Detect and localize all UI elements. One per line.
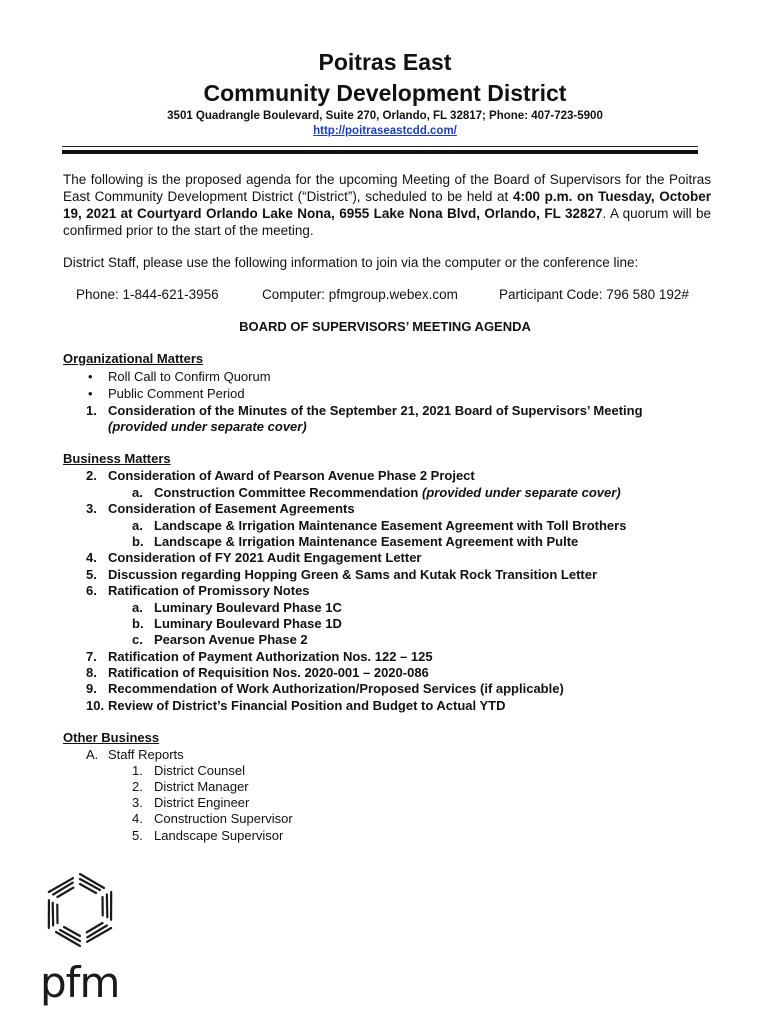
agenda-item-note: (provided under separate cover) [421, 485, 621, 500]
agenda-subitem-letter: a. [132, 485, 143, 500]
agenda-item-easements: Consideration of Easement Agreements [108, 501, 355, 516]
agenda-item-number: 6. [86, 583, 97, 598]
staff-report-number: 5. [132, 828, 143, 843]
agenda-item-public-comment: Public Comment Period [108, 386, 245, 401]
agenda-item-number: 7. [86, 649, 97, 664]
agenda-item-number: 4. [86, 550, 97, 565]
staff-report-item: District Counsel [154, 763, 246, 778]
staff-report-item: Landscape Supervisor [154, 828, 284, 843]
intro-paragraph [63, 171, 711, 239]
staff-report-item: District Engineer [154, 795, 250, 810]
agenda-item-financial: Review of District’s Financial Position and Budget to Actual YTD [108, 698, 506, 713]
agenda-item-number: 5. [86, 567, 97, 582]
agenda-item-minutes: Consideration of the Minutes of the September 21, 2021 Board of Supervisors’ Meeting [108, 403, 643, 418]
staff-report-item: Construction Supervisor [154, 811, 293, 826]
agenda-item-staff-reports: Staff Reports [108, 747, 184, 762]
agenda-item-requisition: Ratification of Requisition Nos. 2020-001 – 2020-086 [108, 665, 429, 680]
agenda-item-number: 2. [86, 468, 97, 483]
agenda-item-transition: Discussion regarding Hopping Green & Sams and Kutak Rock Transition Letter [108, 567, 598, 582]
staff-report-number: 1. [132, 763, 143, 778]
meeting-time-location: 4:00 p.m. on Tuesday, October 19, 2021 at Courtyard Orlando Lake Nona, 6955 Lake Nona Blvd, Orlando, FL 32827 [63, 189, 712, 221]
pfm-logo-icon [38, 868, 122, 952]
staff-report-number: 3. [132, 795, 143, 810]
agenda-item-promissory: Ratification of Promissory Notes [108, 583, 310, 598]
agenda-subitem: Luminary Boulevard Phase 1D [154, 616, 342, 631]
agenda-subitem: Landscape & Irrigation Maintenance Easement Agreement with Pulte [154, 534, 579, 549]
section-business-matters: Business Matters [63, 451, 171, 466]
agenda-subitem-letter: b. [132, 534, 144, 549]
website-link[interactable]: http://poitraseastcdd.com/ [313, 125, 457, 137]
computer-link: Computer: pfmgroup.webex.com [262, 287, 458, 302]
bullet-icon: • [88, 369, 93, 384]
agenda-item-roll-call: Roll Call to Confirm Quorum [108, 369, 271, 384]
agenda-subitem [154, 485, 621, 501]
agenda-item-letter: A. [86, 747, 99, 762]
bullet-icon: • [88, 386, 93, 401]
agenda-item-number: 10. [86, 698, 105, 713]
agenda-subitem: Landscape & Irrigation Maintenance Easement Agreement with Toll Brothers [154, 518, 627, 533]
agenda-item-number: 1. [86, 403, 97, 418]
agenda-subitem-letter: a. [132, 600, 143, 615]
agenda-subitem-text: Construction Committee Recommendation [154, 485, 419, 500]
agenda-item-payment: Ratification of Payment Authorization Nos. 122 – 125 [108, 649, 433, 664]
agenda-title: BOARD OF SUPERVISORS’ MEETING AGENDA [239, 319, 531, 334]
agenda-subitem-letter: a. [132, 518, 143, 533]
participant-code: Participant Code: 796 580 192# [499, 287, 689, 302]
staff-report-item: District Manager [154, 779, 249, 794]
staff-report-number: 2. [132, 779, 143, 794]
staff-instructions: District Staff, please use the following information to join via the computer or the conference line: [63, 255, 639, 270]
agenda-subitem: Pearson Avenue Phase 2 [154, 632, 308, 647]
header-rule-thick [62, 150, 698, 154]
district-name: Poitras East [318, 49, 452, 75]
pfm-logo-text: pfm [40, 958, 120, 1007]
agenda-item-pearson-award: Consideration of Award of Pearson Avenue Phase 2 Project [108, 468, 475, 483]
agenda-item-note: (provided under separate cover) [108, 419, 307, 434]
intro-text-start: The following is the proposed agenda for the upcoming Meeting of the Board of Supervisors for the Poitras East Community Development District (“District”), scheduled to be held at [63, 172, 711, 204]
agenda-item-number: 8. [86, 665, 97, 680]
agenda-item-number: 3. [86, 501, 97, 516]
agenda-item-audit: Consideration of FY 2021 Audit Engagement Letter [108, 550, 422, 565]
agenda-subitem: Luminary Boulevard Phase 1C [154, 600, 342, 615]
phone-number: Phone: 1-844-621-3956 [76, 287, 219, 302]
address-line: 3501 Quadrangle Boulevard, Suite 270, Orlando, FL 32817; Phone: 407-723-5900 [167, 110, 603, 122]
section-other-business: Other Business [63, 730, 160, 745]
staff-report-number: 4. [132, 811, 143, 826]
agenda-subitem-letter: c. [132, 632, 143, 647]
district-title: Community Development District [203, 80, 567, 106]
agenda-item-number: 9. [86, 681, 97, 696]
section-organizational-matters: Organizational Matters [63, 351, 204, 366]
agenda-item-work-authorization: Recommendation of Work Authorization/Proposed Services (if applicable) [108, 681, 564, 696]
agenda-subitem-letter: b. [132, 616, 144, 631]
intro-text-end: . A quorum will be confirmed prior to the start of the meeting. [63, 206, 711, 238]
header-rule-thin [62, 146, 698, 147]
